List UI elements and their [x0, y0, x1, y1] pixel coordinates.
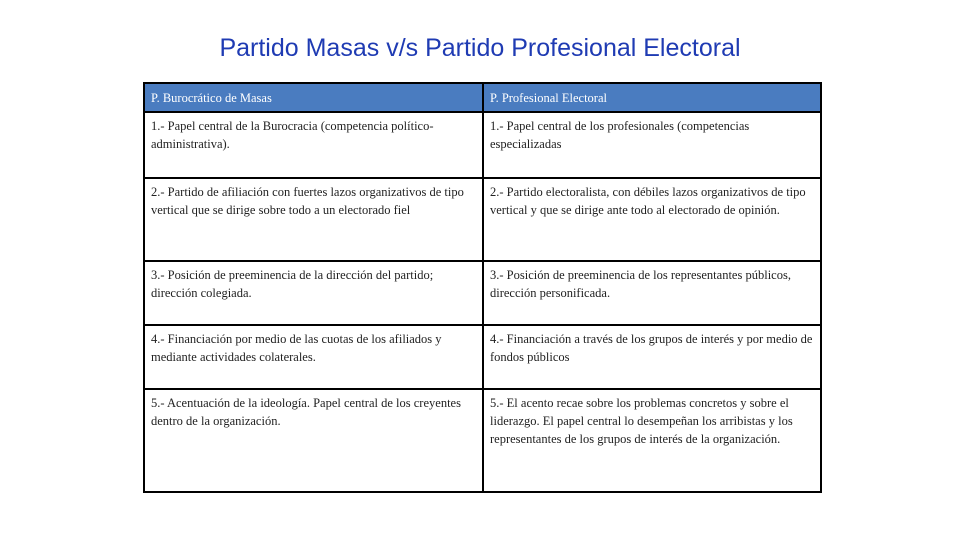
table-row — [144, 178, 821, 261]
table-row — [144, 112, 821, 178]
cell-burocratico: 3.- Posición de preeminencia de la dirección del partido; dirección colegiada. — [144, 261, 483, 325]
table-header-row — [144, 83, 821, 112]
comparison-table — [143, 82, 822, 493]
table-row — [144, 261, 821, 325]
cell-profesional: 3.- Posición de preeminencia de los representantes públicos, dirección personificada. — [483, 261, 821, 325]
cell-profesional: 2.- Partido electoralista, con débiles lazos organizativos de tipo vertical y que se dirige ante todo al electorado de opinión. — [483, 178, 821, 261]
cell-burocratico: 5.- Acentuación de la ideología. Papel central de los creyentes dentro de la organización. — [144, 389, 483, 492]
table-row — [144, 389, 821, 492]
cell-profesional: 1.- Papel central de los profesionales (competencias especializadas — [483, 112, 821, 178]
cell-burocratico: 1.- Papel central de la Burocracia (competencia político-administrativa). — [144, 112, 483, 178]
header-profesional: P. Profesional Electoral — [483, 83, 821, 112]
slide-title: Partido Masas v/s Partido Profesional Electoral — [219, 34, 741, 62]
cell-profesional: 5.- El acento recae sobre los problemas concretos y sobre el liderazgo. El papel central lo desempeñan los arribistas y los representantes de los grupos de interés de la organización. — [483, 389, 821, 492]
table-row — [144, 325, 821, 389]
cell-burocratico: 2.- Partido de afiliación con fuertes lazos organizativos de tipo vertical que se dirige sobre todo a un electorado fiel — [144, 178, 483, 261]
cell-profesional: 4.- Financiación a través de los grupos de interés y por medio de fondos públicos — [483, 325, 821, 389]
header-burocratico: P. Burocrático de Masas — [144, 83, 483, 112]
cell-burocratico: 4.- Financiación por medio de las cuotas de los afiliados y mediante actividades colaterales. — [144, 325, 483, 389]
